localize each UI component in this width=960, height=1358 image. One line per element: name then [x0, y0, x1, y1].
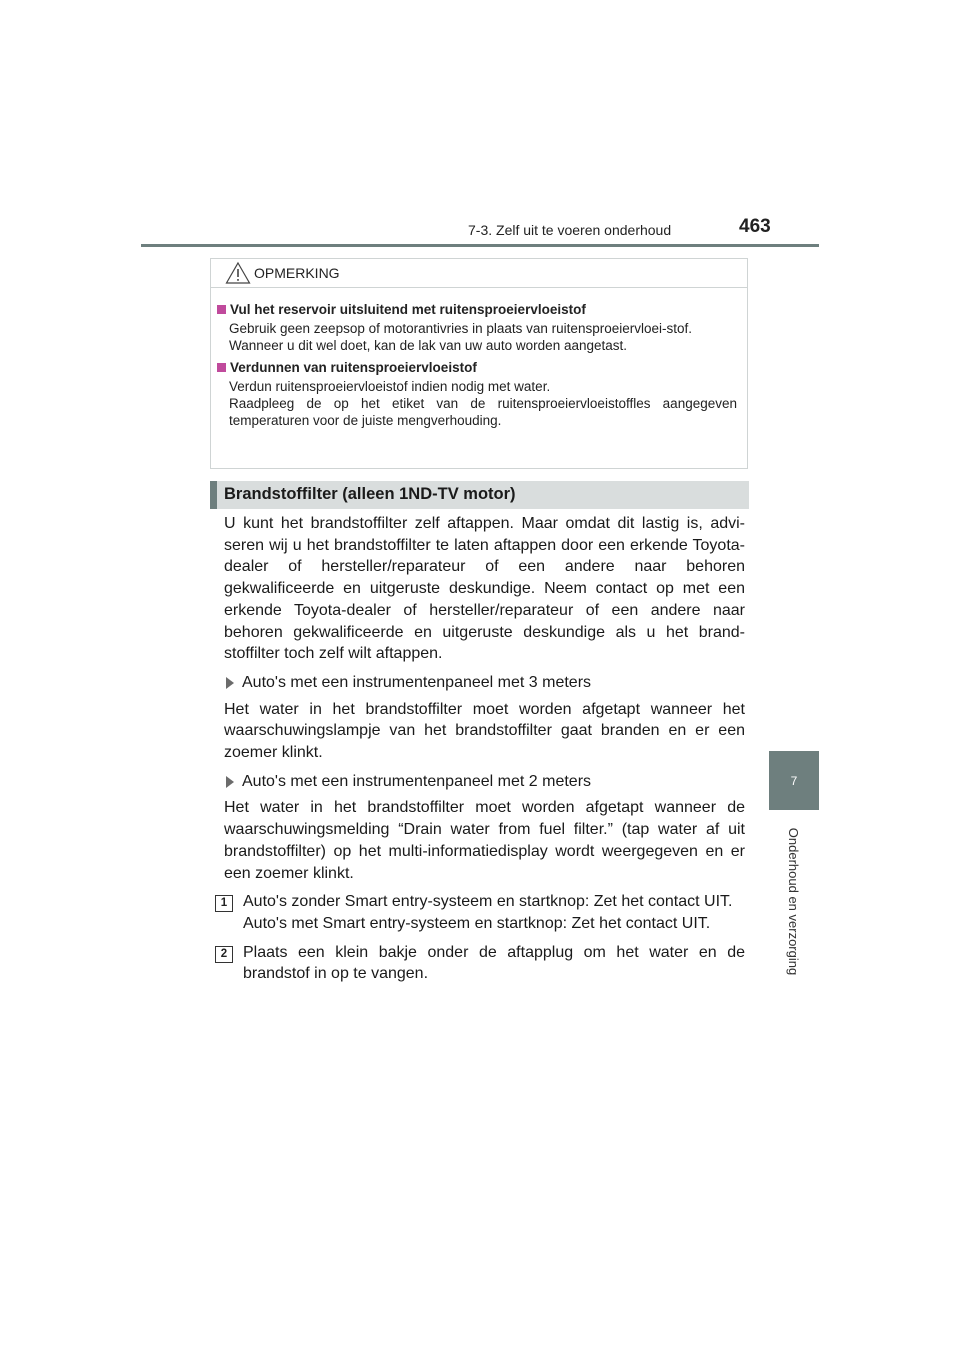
- notice-paragraph: [217, 320, 737, 354]
- header-rule: [141, 244, 819, 247]
- arrow-bullet-item: [224, 771, 745, 793]
- main-content: [220, 513, 745, 992]
- arrow-bullet-icon: [226, 776, 234, 788]
- step-text: [243, 942, 745, 985]
- chapter-tab[interactable]: [769, 751, 819, 810]
- step-line: Auto's zonder Smart entry-systeem en startknop: Zet het contact UIT.: [243, 893, 733, 911]
- square-bullet-icon: [217, 305, 226, 314]
- notice-line: Verdun ruitensproeiervloeistof indien nodig met water.: [229, 379, 551, 394]
- notice-line: Gebruik geen zeepsop of motorantivries in plaats van ruitensproeiervloei-stof.: [229, 321, 692, 336]
- notice-body: [211, 288, 747, 429]
- step-text: [243, 891, 745, 934]
- notice-title: OPMERKING: [254, 265, 340, 281]
- notice-subheading: [217, 302, 737, 317]
- chapter-number: 7: [790, 773, 798, 788]
- step-number-badge: 1: [215, 895, 233, 912]
- chapter-side-label: [762, 816, 826, 986]
- square-bullet-icon: [217, 363, 226, 372]
- header-section-title: 7-3. Zelf uit te voeren onderhoud: [468, 222, 672, 238]
- step-line: Auto's met Smart entry-systeem en startknop: Zet het contact UIT.: [243, 914, 711, 932]
- notice-subheading-text: Verdunnen van ruitensproeiervloeistof: [230, 360, 477, 375]
- step-item: [220, 942, 745, 985]
- notice-line: Wanneer u dit wel doet, kan de lak van uw auto worden aangetast.: [229, 338, 627, 353]
- intro-paragraph: U kunt het brandstoffilter zelf aftappen. Maar omdat dit lastig is, advi-seren wij u het brandstoffilter te laten aftappen door een erkende Toyota-dealer of hersteller/reparateur of een andere naar behoren gekwalificeerde en uitgeruste deskundige. Neem contact op met een erkende Toyota-dealer of hersteller/reparateur of een andere naar behoren gekwalificeerde en uitgeruste deskundige als u het brand-stoffilter toch zelf wilt aftappen.: [224, 515, 745, 663]
- notice-subheading-text: Vul het reservoir uitsluitend met ruitensproeiervloeistof: [230, 302, 586, 317]
- notice-box: [210, 258, 748, 469]
- body-paragraph: Het water in het brandstoffilter moet worden afgetapt wanneer de waarschuwingsmelding “Drain water from fuel filter.” (tap water af uit brandstoffilter) op het multi-informatiedisplay wordt weergegeven en er een zoemer klinkt.: [224, 799, 745, 882]
- notice-subheading: [217, 360, 737, 375]
- bullet-text: Auto's met een instrumentenpaneel met 2 meters: [242, 772, 592, 790]
- warning-triangle-icon: [225, 261, 251, 290]
- section-title: Brandstoffilter (alleen 1ND-TV motor): [224, 485, 516, 503]
- page-number: 463: [739, 216, 771, 237]
- step-line: Plaats een klein bakje onder de aftapplug om het water en de brandstof in op te vangen.: [243, 943, 745, 983]
- bullet-text: Auto's met een instrumentenpaneel met 3 meters: [242, 673, 592, 691]
- body-paragraph: Het water in het brandstoffilter moet worden afgetapt wanneer het waarschuwingslampje van het brandstoffilter gaat branden en er een zoemer klinkt.: [224, 700, 745, 762]
- section-heading-bar: [210, 481, 749, 509]
- notice-paragraph: [217, 378, 737, 429]
- step-number-badge: 2: [215, 946, 233, 963]
- arrow-bullet-item: [224, 672, 745, 694]
- notice-header: [211, 259, 747, 288]
- step-item: [220, 891, 745, 934]
- notice-line: Raadpleeg de op het etiket van de ruitensproeiervloeistoffles aangegeven temperaturen voor de juiste mengverhouding.: [229, 396, 737, 428]
- arrow-bullet-icon: [226, 677, 234, 689]
- chapter-title: Onderhoud en verzorging: [786, 827, 802, 975]
